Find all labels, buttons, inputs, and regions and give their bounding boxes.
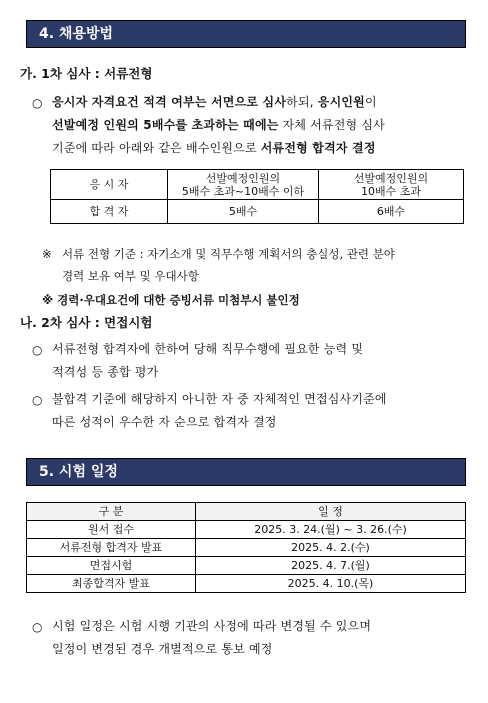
step1-title: 가. 1차 심사 : 서류전형 — [20, 66, 153, 81]
step2-item-1 — [52, 338, 472, 384]
bullet-circle: ○ — [32, 96, 43, 110]
schedule-label: 면접시험 — [27, 557, 196, 575]
text-line: 적격성 등 종합 평가 — [52, 365, 159, 379]
evidence-note: ※ 경력·우대요건에 대한 증빙서류 미첨부시 불인정 — [42, 293, 300, 307]
table-header-line: 선발예정인원의 — [353, 171, 429, 185]
table-header-cell: 응 시 자 — [51, 170, 168, 200]
table-header-cell: 일 정 — [196, 503, 466, 521]
table-header-cell: 구 분 — [27, 503, 196, 521]
table-header-line: 10배수 초과 — [361, 184, 421, 198]
text-bold: 응시인원 — [317, 95, 365, 109]
note-line: 서류 전형 기준 : 자기소개 및 직무수행 계획서의 충실성, 관련 분야 — [62, 247, 395, 261]
table-header-line: 5배수 초과~10배수 이하 — [181, 184, 305, 198]
text-line: 시험 일정은 시험 시행 기관의 사정에 따라 변경될 수 있으며 — [52, 619, 372, 633]
schedule-note — [52, 615, 472, 661]
schedule-date: 2025. 4. 2.(수) — [196, 539, 466, 557]
text-normal: 자체 서류전형 심사 — [278, 118, 385, 132]
screening-criteria-note — [62, 243, 472, 287]
table-cell: 6배수 — [319, 200, 464, 224]
text-normal: 기준에 따라 아래와 같은 배수인원으로 — [52, 141, 261, 155]
schedule-label: 최종합격자 발표 — [27, 575, 196, 593]
text-line: 불합격 기준에 해당하지 아니한 자 중 자체적인 면접심사기준에 — [52, 392, 387, 406]
note-line: 경력 보유 여부 및 우대사항 — [62, 269, 199, 283]
text-normal: 하되, — [286, 95, 318, 109]
text-line: 따른 성적이 우수한 자 순으로 합격자 결정 — [52, 415, 277, 429]
section-5-title: 5. 시험 일정 — [39, 464, 118, 480]
bullet-circle: ○ — [32, 393, 43, 407]
text-normal: 이 — [364, 95, 377, 109]
schedule-date: 2025. 3. 24.(월) ~ 3. 26.(수) — [196, 521, 466, 539]
bullet-circle: ○ — [32, 343, 43, 357]
schedule-label: 원서 접수 — [27, 521, 196, 539]
table-header-cell — [168, 170, 319, 200]
step2-title: 나. 2차 심사 : 면접시험 — [20, 315, 153, 330]
step2-item-2 — [52, 388, 472, 434]
schedule-table — [26, 502, 466, 593]
schedule-label: 서류전형 합격자 발표 — [27, 539, 196, 557]
section-5-header — [26, 458, 466, 486]
table-row — [27, 521, 466, 539]
table-row — [27, 575, 466, 593]
text-bold: 선발예정 인원의 5배수를 초과하는 때에는 — [52, 118, 279, 132]
table-header-cell — [319, 170, 464, 200]
text-line: 서류전형 합격자에 한하여 당해 직무수행에 필요한 능력 및 — [52, 342, 364, 356]
text-bold: 서류전형 합격자 결정 — [260, 141, 376, 155]
selection-ratio-table — [50, 169, 464, 224]
table-row — [27, 557, 466, 575]
table-cell: 5배수 — [168, 200, 319, 224]
text-bold: 응시자 자격요건 적격 여부는 서면으로 심사 — [52, 95, 287, 109]
section-4-title: 4. 채용방법 — [39, 26, 114, 42]
table-cell: 합 격 자 — [51, 200, 168, 224]
text-line: 일정이 변경된 경우 개별적으로 통보 예정 — [52, 642, 273, 656]
schedule-date: 2025. 4. 7.(월) — [196, 557, 466, 575]
step1-paragraph — [52, 91, 472, 160]
table-row — [27, 539, 466, 557]
note-mark: ※ — [42, 247, 52, 261]
section-4-header — [26, 20, 466, 48]
table-header-line: 선발예정인원의 — [205, 171, 281, 185]
schedule-date: 2025. 4. 10.(목) — [196, 575, 466, 593]
bullet-circle: ○ — [32, 620, 43, 634]
